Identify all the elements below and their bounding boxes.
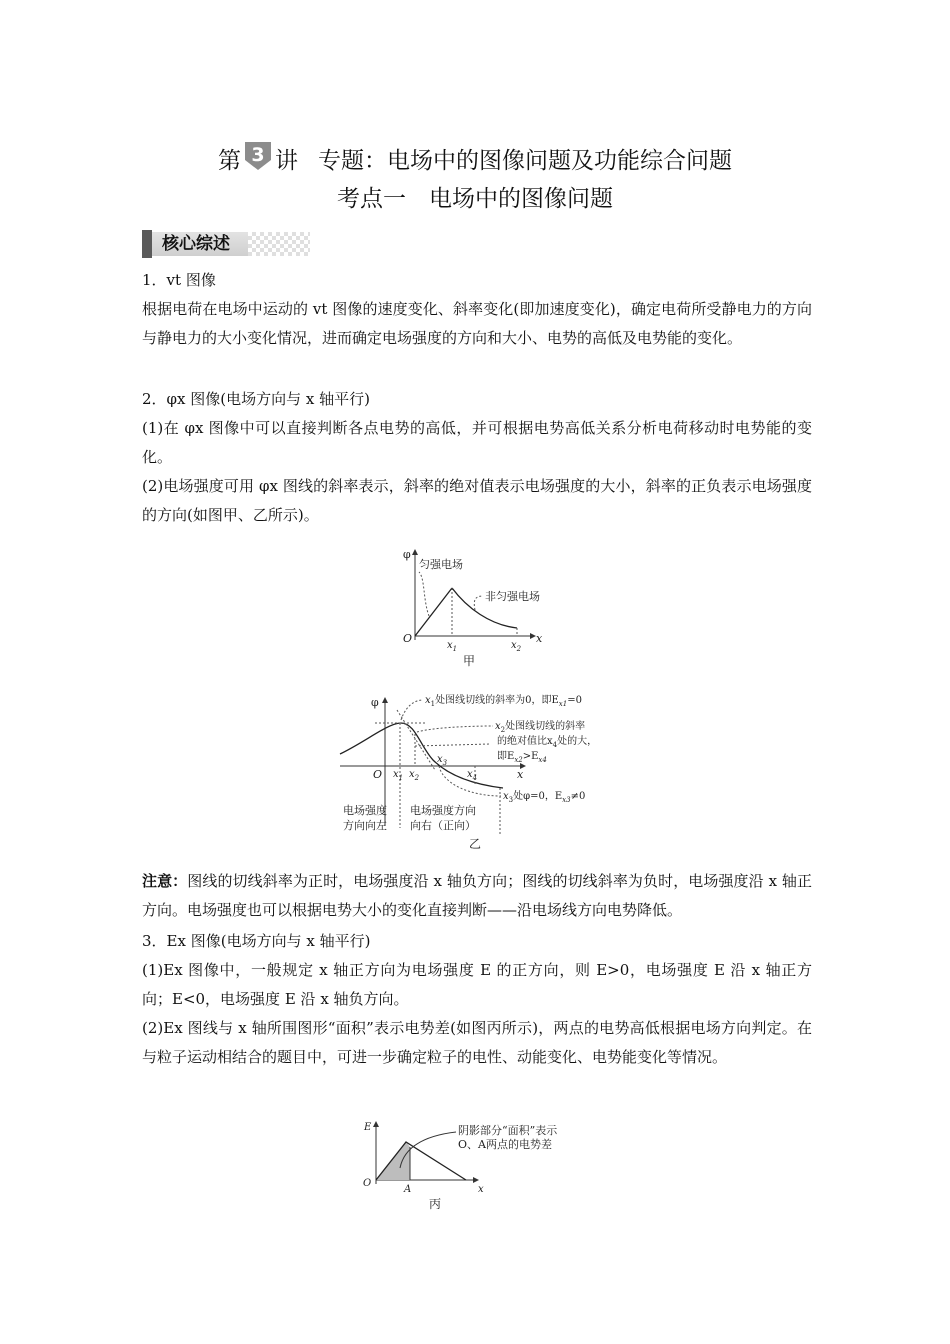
jia-x-label: x xyxy=(536,632,543,645)
lecture-title xyxy=(0,140,950,177)
yi-caption: 乙 xyxy=(468,837,482,851)
bing-note-line1: 阴影部分“面积”表示 xyxy=(458,1124,558,1137)
subtitle: 考点一 电场中的图像问题 xyxy=(337,186,613,212)
section-tag xyxy=(142,230,310,258)
bing-x-label: x xyxy=(478,1184,484,1195)
title-topic: 专题：电场中的图像问题及功能综合问题 xyxy=(318,148,732,174)
bing-note-line2: O、A两点的电势差 xyxy=(458,1138,552,1151)
item-ex xyxy=(142,927,812,1072)
lecture-number-badge xyxy=(243,140,273,172)
bing-y-label: E xyxy=(364,1122,372,1133)
item-ex-p1: (1)Ex 图像中，一般规定 x 轴正方向为电场强度 E 的正方向，则 E>0，电场强度 E 沿 x 轴正方向；E<0，电场强度 E 沿 x 轴负方向。 xyxy=(142,961,812,1008)
yi-x2-label: $x_2$ xyxy=(409,769,420,782)
yi-left-line1: 电场强度 xyxy=(343,804,387,817)
item-phix xyxy=(142,385,812,530)
yi-left-line2: 方向向左 xyxy=(343,819,387,832)
item-phix-p1: (1)在 φx 图像中可以直接判断各点电势的高低，并可根据电势高低关系分析电荷移动时电势能的变化。 xyxy=(142,419,812,466)
jia-origin: O xyxy=(403,632,413,645)
section-tag-label: 核心综述 xyxy=(162,234,230,254)
yi-origin: O xyxy=(373,768,383,781)
section-tag-bar xyxy=(142,230,152,258)
yi-pointer-2 xyxy=(417,726,493,732)
yi-note-3: $x_3$处φ=0，$E_{x3}\ne 0$ xyxy=(503,791,586,804)
yi-pointer-1 xyxy=(401,700,423,720)
jia-pointer-uniform xyxy=(419,572,429,616)
section-tag-fade xyxy=(248,232,310,256)
figure-yi xyxy=(335,686,635,856)
yi-x-label: x xyxy=(517,768,524,781)
title-suffix: 讲 xyxy=(275,148,298,174)
item-ex-p2: (2)Ex 图线与 x 轴所围图形“面积”表示电势差(如图丙所示)，两点的电势高低根据电场方向判定。在与粒子运动相结合的题目中，可进一步确定粒子的电性、动能变化、电势能变化等情况。 xyxy=(142,1019,812,1066)
jia-caption: 甲 xyxy=(462,654,476,668)
yi-right-line2: 向右（正向） xyxy=(410,819,476,832)
figure-jia xyxy=(395,548,555,673)
jia-label-uniform: 匀强电场 xyxy=(419,558,463,571)
yi-note-2-line2: 的绝对值比$x_4$处的大， xyxy=(497,736,598,749)
bing-a-label: A xyxy=(404,1184,412,1195)
item-vt-heading: 1．vt 图像 xyxy=(142,271,216,289)
jia-uniform-line xyxy=(415,588,452,636)
figure-bing xyxy=(360,1118,600,1218)
jia-label-nonuniform: 非匀强电场 xyxy=(485,590,540,603)
yi-right-line1: 电场强度方向 xyxy=(410,804,476,817)
yi-x1-label: $x_1$ xyxy=(393,769,404,782)
title-prefix: 第 xyxy=(218,148,241,174)
jia-pointer-nonuniform xyxy=(474,596,483,610)
yi-tangent xyxy=(397,710,435,770)
yi-note-2-line1: $x_2$处图线切线的斜率 xyxy=(495,721,586,734)
item-ex-heading: 3．Ex 图像(电场方向与 x 轴平行) xyxy=(142,932,371,950)
lecture-number: 3 xyxy=(251,144,265,166)
yi-horizontal-dash xyxy=(415,744,490,746)
item-phix-heading: 2．φx 图像(电场方向与 x 轴平行) xyxy=(142,390,370,408)
yi-y-label: φ xyxy=(371,696,379,709)
bing-origin: O xyxy=(363,1178,372,1189)
yi-note-1: $x_1$处图线切线的斜率为0，即$E_{x1}=0$ xyxy=(425,695,582,708)
yi-curve xyxy=(340,723,503,788)
jia-y-label: φ xyxy=(403,548,411,561)
notice-label: 注意： xyxy=(142,872,188,890)
notice xyxy=(142,867,812,925)
yi-x3-label: $x_3$ xyxy=(437,754,448,767)
yi-note-2-line3: 即$E_{x2}>E_{x4}$ xyxy=(497,751,547,764)
jia-x1-label: $x_1$ xyxy=(447,640,458,653)
jia-x2-label: $x_2$ xyxy=(511,640,522,653)
bing-caption: 丙 xyxy=(428,1197,442,1211)
item-vt-body: 根据电荷在电场中运动的 vt 图像的速度变化、斜率变化(即加速度变化)，确定电荷所受静电力的方向与静电力的大小变化情况，进而确定电场强度的方向和大小、电势的高低及电势能的变化。 xyxy=(142,300,812,347)
item-vt xyxy=(142,266,812,353)
notice-text: 图线的切线斜率为正时，电场强度沿 x 轴负方向；图线的切线斜率为负时，电场强度沿 x 轴正方向。电场强度也可以根据电势大小的变化直接判断——沿电场线方向电势降低。 xyxy=(142,872,812,919)
item-phix-p2: (2)电场强度可用 φx 图线的斜率表示，斜率的绝对值表示电场强度的大小，斜率的正负表示电场强度的方向(如图甲、乙所示)。 xyxy=(142,477,812,524)
yi-x4-label: $x_4$ xyxy=(467,769,478,782)
